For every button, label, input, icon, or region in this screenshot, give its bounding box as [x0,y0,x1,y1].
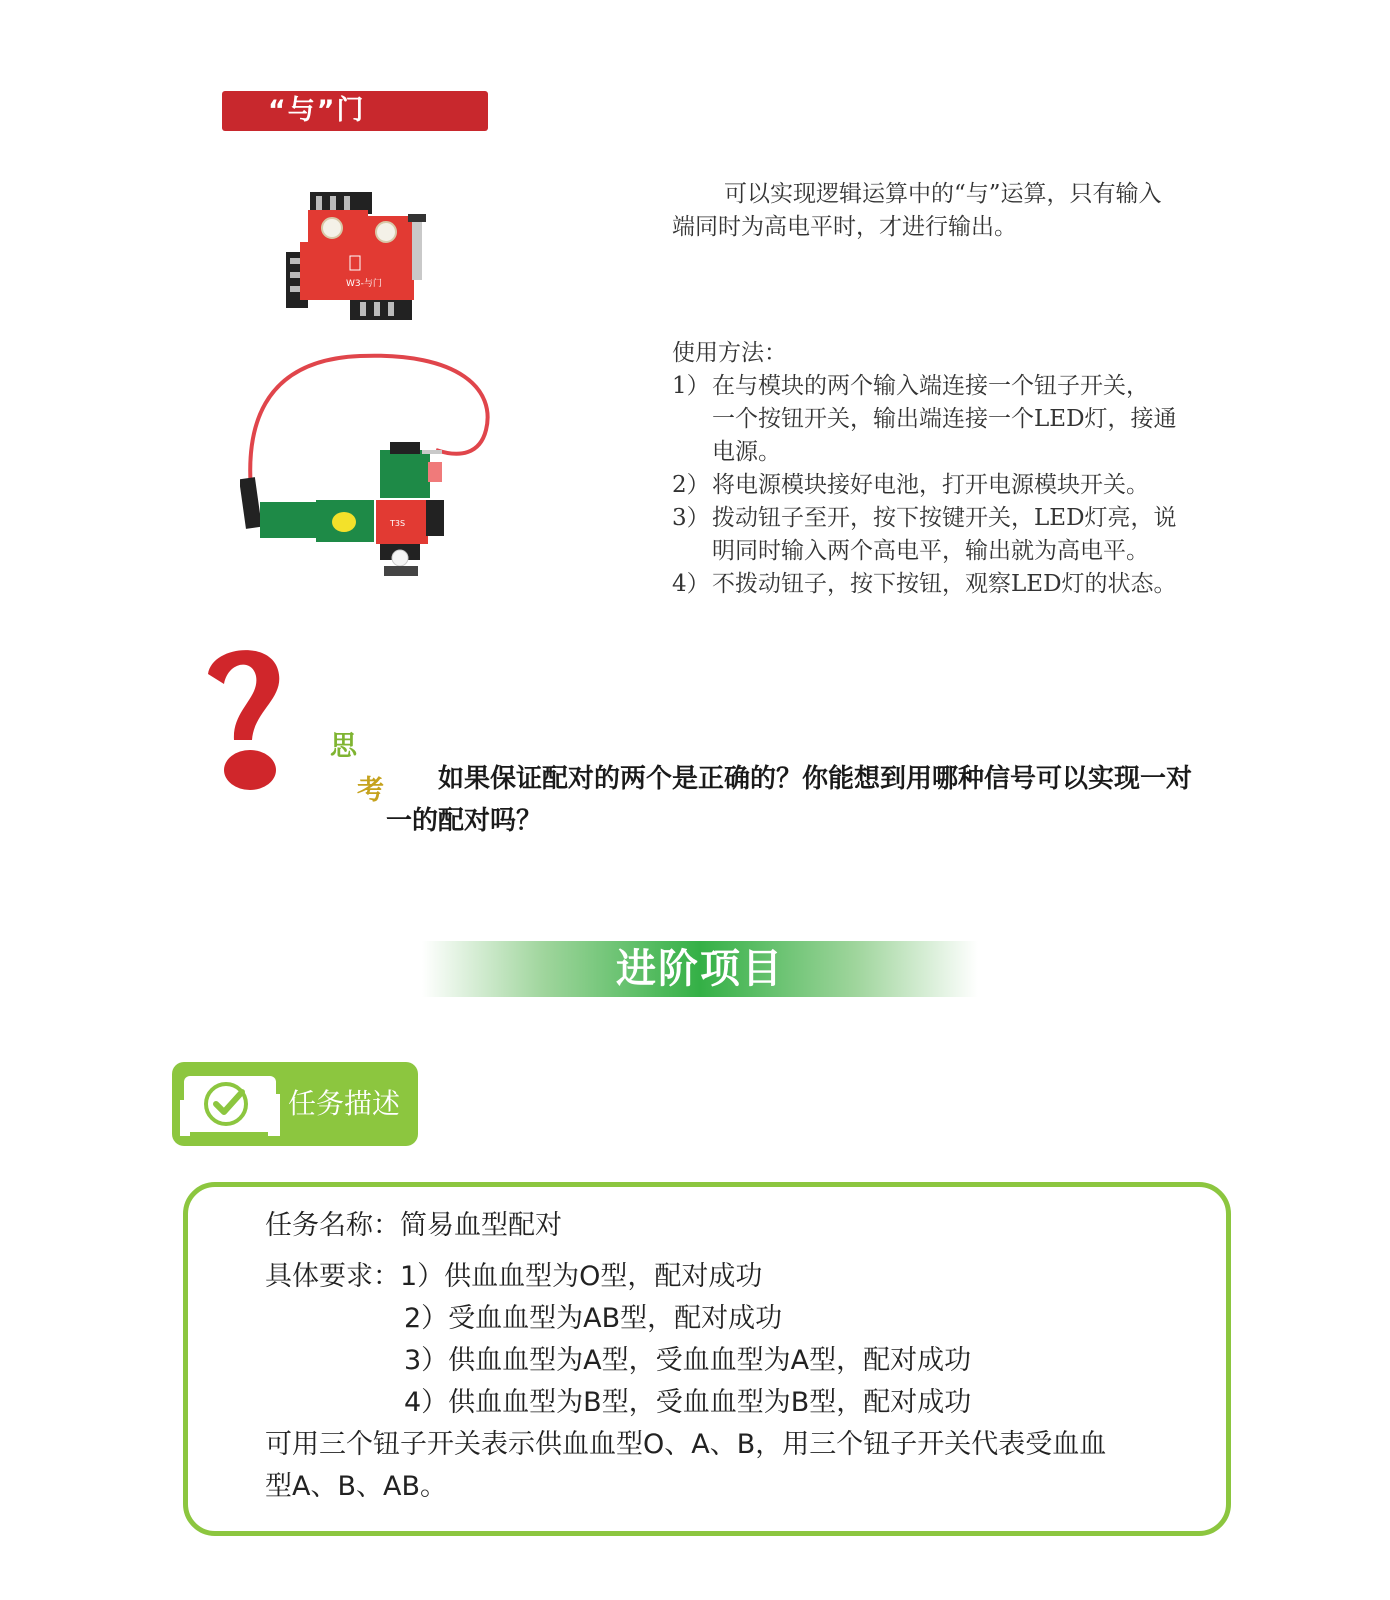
description-line-2: 端同时为高电平时，才进行输出。 [672,214,1017,240]
think-label-char-1: 思 [330,731,357,762]
module-label: W3-与门 [346,279,382,289]
pcb-label: T3S [390,519,406,528]
task-name-row [265,1205,562,1247]
task-note-line-2: 型A、B、AB。 [265,1471,447,1502]
requirement-item: 4）供血血型为B型，受血血型为B型，配对成功 [404,1387,972,1418]
requirement-item: 2）受血血型为AB型，配对成功 [404,1303,783,1334]
question-line-1: 如果保证配对的两个是正确的？你能想到用哪种信号可以实现一对 [438,764,1193,794]
question-mark-icon [198,640,288,800]
task-description-label: 任务描述 [288,1087,401,1120]
step-text: 将电源模块接好电池，打开电源模块开关。 [712,472,1149,498]
usage-step-2 [672,469,1252,502]
think-label-char-2: 考 [357,775,384,806]
circuit-assembly-image [240,350,500,582]
task-requirements-row [265,1256,762,1298]
usage-title: 使用方法： [672,340,787,366]
step-text: 明同时输入两个高电平，输出就为高电平。 [712,538,1149,564]
step-number: 1） [672,373,710,399]
step-number: 3） [672,505,710,531]
requirement-item: 3）供血血型为A型，受血血型为A型，配对成功 [404,1345,972,1376]
description-line-1: 可以实现逻辑运算中的“与”运算，只有输入 [724,181,1162,207]
task-requirements-label: 具体要求： [265,1261,400,1292]
usage-step-3 [672,502,1252,568]
section-title-banner [222,91,488,131]
section-title: “与”门 [268,95,366,126]
usage-step-1 [672,370,1252,469]
step-number: 4） [672,571,710,597]
checkmark-icon [180,1070,280,1138]
task-name-value: 简易血型配对 [400,1210,562,1241]
module-description [672,178,1242,244]
question-line-2: 一的配对吗？ [386,806,543,836]
and-gate-module-image [280,186,440,326]
step-text: 电源。 [712,439,781,465]
task-name-label: 任务名称： [265,1210,400,1241]
advanced-project-banner [422,941,978,997]
step-number: 2） [672,472,710,498]
step-text: 一个按钮开关，输出端连接一个LED灯，接通 [712,406,1177,432]
step-text: 拨动钮子至开，按下按键开关，LED灯亮，说 [712,505,1177,531]
usage-step-4 [672,568,1252,601]
requirement-item: 1）供血血型为O型，配对成功 [400,1261,763,1292]
think-question [386,758,1266,842]
step-text: 不拨动钮子，按下按钮，观察LED灯的状态。 [712,571,1177,597]
step-text: 在与模块的两个输入端连接一个钮子开关， [712,373,1149,399]
task-note-line-1: 可用三个钮子开关表示供血血型O、A、B，用三个钮子开关代表受血血 [265,1429,1107,1460]
advanced-project-title: 进阶项目 [616,946,784,992]
